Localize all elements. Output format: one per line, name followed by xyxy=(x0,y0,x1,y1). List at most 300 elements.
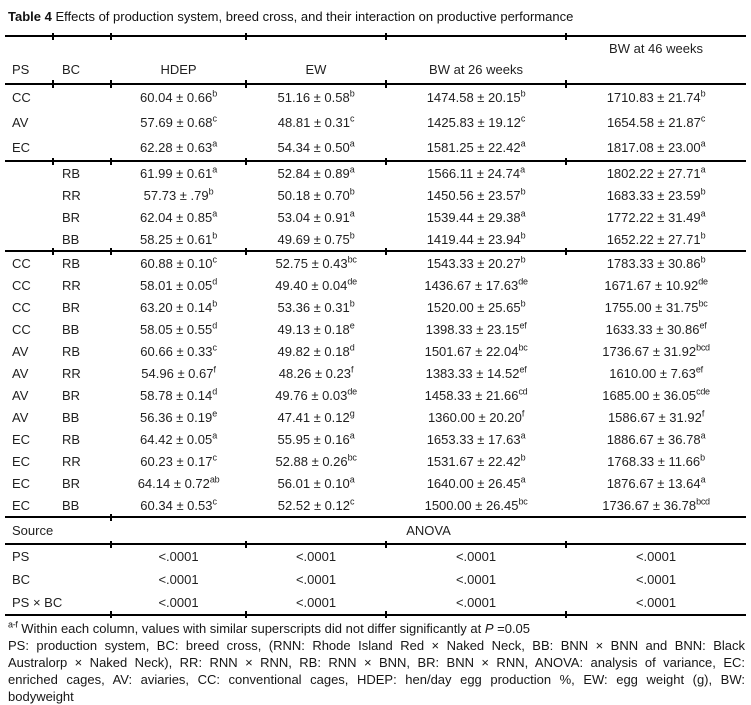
value-superscript: a xyxy=(520,164,525,175)
header-row xyxy=(5,36,746,84)
p-value-cell: <.0001 xyxy=(295,572,337,587)
value-cell xyxy=(111,84,246,110)
value-superscript: d xyxy=(212,320,217,331)
value-text: 1458.33 ± 21.66 xyxy=(424,387,519,403)
value-cell xyxy=(111,472,246,494)
value-text: 1653.33 ± 17.63 xyxy=(426,431,521,447)
value-text: 1640.00 ± 26.45 xyxy=(426,475,521,491)
value-cell xyxy=(246,274,386,296)
footnote-line: Australorp × Naked Neck), RR: RNN × RNN, RB: RNN × BNN, BR: BNN × RNN, ANOVA: analysis of variance, EC: xyxy=(8,655,745,670)
p-value-cell: <.0001 xyxy=(455,572,497,587)
ps-cell: EC xyxy=(12,431,31,447)
ps-cell: CC xyxy=(5,84,53,110)
value-text: 57.73 ± .79 xyxy=(143,187,209,203)
value-cell xyxy=(246,161,386,184)
anova-source-cell: PS × BC xyxy=(5,591,111,615)
value-superscript: b xyxy=(520,452,526,463)
value-text: 1876.67 ± 13.64 xyxy=(606,475,701,491)
bc-cell: RR xyxy=(62,277,81,293)
value-superscript: a xyxy=(700,474,706,485)
bc-cell: BR xyxy=(62,475,81,491)
value-cell xyxy=(111,428,246,450)
ps-cell: CC xyxy=(12,277,31,293)
value-superscript: cde xyxy=(696,386,710,397)
value-superscript: de xyxy=(518,276,528,287)
bc-cell: RB xyxy=(62,431,81,447)
value-superscript: d xyxy=(349,342,355,353)
anova-row xyxy=(5,591,746,615)
table-row xyxy=(5,384,746,406)
ps-cell xyxy=(5,206,53,228)
value-text: 1501.67 ± 22.04 xyxy=(424,343,519,359)
value-cell xyxy=(111,110,246,135)
value-cell xyxy=(566,84,746,110)
value-text: 49.13 ± 0.18 xyxy=(277,321,350,337)
value-cell xyxy=(111,362,246,384)
table-row xyxy=(5,296,746,318)
value-cell xyxy=(386,296,566,318)
ps-cell: AV xyxy=(12,409,29,425)
value-cell xyxy=(386,428,566,450)
value-superscript: b xyxy=(700,254,706,265)
value-text: 1736.67 ± 36.78 xyxy=(602,497,697,513)
value-superscript: b xyxy=(520,88,526,99)
value-cell xyxy=(246,84,386,110)
value-cell xyxy=(246,494,386,517)
value-text: 1566.11 ± 24.74 xyxy=(427,165,521,181)
value-text: 1783.33 ± 30.86 xyxy=(606,255,701,271)
value-text: 61.99 ± 0.61 xyxy=(140,165,213,181)
value-superscript: de xyxy=(347,276,357,287)
footnote-line: bodyweight xyxy=(8,689,74,704)
value-cell xyxy=(246,110,386,135)
value-text: 1685.00 ± 36.05 xyxy=(602,387,697,403)
value-text: 56.36 ± 0.19 xyxy=(140,409,213,425)
value-superscript: b xyxy=(349,230,355,241)
bc-cell: BR xyxy=(62,209,81,225)
value-text: 49.40 ± 0.04 xyxy=(275,277,348,293)
value-superscript: b xyxy=(212,298,217,309)
bc-cell: BB xyxy=(62,231,80,247)
value-cell xyxy=(386,494,566,517)
value-cell xyxy=(111,228,246,251)
ps-cell: CC xyxy=(5,251,53,274)
value-superscript: ef xyxy=(699,320,707,331)
value-text: 60.88 ± 0.10 xyxy=(140,255,213,271)
value-superscript: de xyxy=(698,276,708,287)
value-cell xyxy=(386,251,566,274)
value-superscript: b xyxy=(349,298,355,309)
value-cell xyxy=(246,206,386,228)
value-superscript: b xyxy=(520,230,526,241)
value-cell xyxy=(386,340,566,362)
p-value-cell: <.0001 xyxy=(386,544,566,568)
value-cell xyxy=(111,318,246,340)
value-text: 49.82 ± 0.18 xyxy=(277,343,350,359)
ps-cell: CC xyxy=(12,321,31,337)
value-text: 1886.67 ± 36.78 xyxy=(606,431,701,447)
footnote-abbreviations xyxy=(8,637,745,705)
value-cell xyxy=(111,161,246,184)
value-superscript: a xyxy=(212,164,217,175)
value-text: 64.42 ± 0.05 xyxy=(140,431,213,447)
value-cell xyxy=(386,206,566,228)
value-text: 62.04 ± 0.85 xyxy=(140,209,213,225)
value-superscript: a xyxy=(700,430,706,441)
bc-cell: BB xyxy=(62,409,80,425)
ps-cell: AV xyxy=(12,387,29,403)
value-text: 1654.58 ± 21.87 xyxy=(606,115,701,130)
anova-source-row xyxy=(5,517,746,544)
value-superscript: bcd xyxy=(696,342,710,353)
bc-cell: RR xyxy=(62,365,81,381)
value-text: 56.01 ± 0.10 xyxy=(277,475,350,491)
value-cell xyxy=(566,406,746,428)
bc-cell xyxy=(53,84,111,110)
value-text: 53.04 ± 0.91 xyxy=(277,209,350,225)
value-cell xyxy=(246,384,386,406)
value-superscript: a xyxy=(520,138,526,149)
value-cell xyxy=(566,384,746,406)
value-text: 1360.00 ± 20.20 xyxy=(427,409,522,425)
value-superscript: a xyxy=(520,474,526,485)
value-cell xyxy=(386,184,566,206)
table-row xyxy=(5,228,746,251)
value-superscript: a xyxy=(700,138,706,149)
value-text: 1398.33 ± 23.15 xyxy=(425,321,520,337)
value-text: 1436.67 ± 17.63 xyxy=(424,277,519,293)
value-cell xyxy=(386,84,566,110)
ps-cell: AV xyxy=(12,115,29,130)
value-superscript: a xyxy=(212,208,217,219)
bc-cell: BB xyxy=(62,497,80,513)
value-superscript: c xyxy=(212,496,217,507)
value-superscript: c xyxy=(212,254,217,265)
value-text: 58.25 ± 0.61 xyxy=(140,231,213,247)
bc-cell: RR xyxy=(62,453,81,469)
value-text: 55.95 ± 0.16 xyxy=(277,431,350,447)
value-cell xyxy=(111,206,246,228)
value-text: 1419.44 ± 23.94 xyxy=(426,231,521,247)
value-cell xyxy=(566,428,746,450)
value-text: 58.78 ± 0.14 xyxy=(140,387,213,403)
table-row xyxy=(5,472,746,494)
bc-cell: RB xyxy=(53,161,111,184)
value-cell xyxy=(566,135,746,161)
value-superscript: ef xyxy=(519,364,527,375)
footnote-p-value: =0.05 xyxy=(493,621,531,636)
value-cell xyxy=(566,296,746,318)
value-cell xyxy=(246,228,386,251)
bc-cell: RB xyxy=(53,251,111,274)
bc-cell: RB xyxy=(62,343,81,359)
p-value-cell: <.0001 xyxy=(635,572,677,587)
value-text: 52.52 ± 0.12 xyxy=(277,497,350,513)
value-cell xyxy=(566,274,746,296)
value-superscript: b xyxy=(212,230,217,241)
value-text: 1633.33 ± 30.86 xyxy=(605,321,700,337)
col-header-bw46: BW at 46 weeks xyxy=(566,36,746,84)
value-text: 60.34 ± 0.53 xyxy=(140,497,213,513)
value-text: 52.88 ± 0.26 xyxy=(275,453,348,469)
p-value-cell: <.0001 xyxy=(246,591,386,615)
anova-row xyxy=(5,568,746,591)
anova-source-cell: PS xyxy=(5,544,111,568)
value-superscript: e xyxy=(349,320,355,331)
value-text: 1531.67 ± 22.42 xyxy=(426,453,521,469)
value-text: 1581.25 ± 22.42 xyxy=(426,140,521,155)
footnotes xyxy=(5,616,746,705)
value-text: 1671.67 ± 10.92 xyxy=(604,277,699,293)
value-superscript: b xyxy=(208,186,214,197)
value-cell xyxy=(566,318,746,340)
value-cell xyxy=(111,494,246,517)
value-cell xyxy=(386,472,566,494)
value-superscript: g xyxy=(349,408,355,419)
value-cell xyxy=(566,184,746,206)
ps-cell: AV xyxy=(12,343,29,359)
value-superscript: bc xyxy=(518,496,528,507)
value-superscript: b xyxy=(520,254,526,265)
footnote-p-symbol: P xyxy=(484,621,494,636)
value-cell xyxy=(386,161,566,184)
value-superscript: c xyxy=(350,113,355,124)
col-header-bw26: BW at 26 weeks xyxy=(386,36,566,84)
value-cell xyxy=(111,450,246,472)
value-superscript: bc xyxy=(347,254,357,265)
value-superscript: e xyxy=(212,408,217,419)
value-text: 48.26 ± 0.23 xyxy=(278,365,351,381)
value-text: 57.69 ± 0.68 xyxy=(140,115,213,130)
value-text: 1610.00 ± 7.63 xyxy=(609,365,696,381)
table-row xyxy=(5,251,746,274)
value-cell xyxy=(386,135,566,161)
value-text: 1768.33 ± 11.66 xyxy=(607,453,701,469)
value-superscript: ef xyxy=(519,320,527,331)
value-text: 60.04 ± 0.66 xyxy=(140,90,213,105)
value-text: 1652.22 ± 27.71 xyxy=(606,231,701,247)
value-superscript: a xyxy=(700,164,706,175)
value-cell xyxy=(246,318,386,340)
results-table xyxy=(5,35,746,616)
table-row xyxy=(5,274,746,296)
table-caption-number: Table 4 xyxy=(8,9,52,24)
bc-cell: BB xyxy=(62,321,80,337)
value-cell xyxy=(246,406,386,428)
value-superscript: c xyxy=(212,452,217,463)
value-superscript: a xyxy=(349,164,355,175)
value-cell xyxy=(566,251,746,274)
value-superscript: bc xyxy=(698,298,708,309)
value-cell xyxy=(246,340,386,362)
bc-cell xyxy=(53,135,111,161)
footnote-significance-text: Within each column, values with similar superscripts did not differ significantly at xyxy=(17,621,485,636)
bc-cell xyxy=(53,110,111,135)
footnote-superscript-range: a-f xyxy=(8,619,18,630)
value-text: 1383.33 ± 14.52 xyxy=(425,365,520,381)
ps-cell: EC xyxy=(12,140,31,155)
value-superscript: a xyxy=(520,430,526,441)
value-cell xyxy=(566,161,746,184)
p-value-cell: <.0001 xyxy=(246,544,386,568)
ps-cell: EC xyxy=(12,497,31,513)
value-superscript: f xyxy=(213,364,216,375)
value-superscript: b xyxy=(700,230,706,241)
value-superscript: de xyxy=(347,386,357,397)
table-row xyxy=(5,428,746,450)
value-cell xyxy=(111,184,246,206)
value-text: 54.96 ± 0.67 xyxy=(141,365,214,381)
value-text: 1586.67 ± 31.92 xyxy=(607,409,702,425)
value-superscript: cd xyxy=(518,386,528,397)
value-text: 1543.33 ± 20.27 xyxy=(426,255,521,271)
value-text: 1425.83 ± 19.12 xyxy=(426,115,521,130)
col-header-ps: PS xyxy=(5,36,53,84)
value-cell xyxy=(386,318,566,340)
value-cell xyxy=(386,274,566,296)
table-row xyxy=(5,110,746,135)
ps-cell xyxy=(5,184,53,206)
value-text: 1450.56 ± 23.57 xyxy=(426,187,521,203)
p-value-cell: <.0001 xyxy=(386,591,566,615)
value-cell xyxy=(566,362,746,384)
value-cell xyxy=(386,362,566,384)
value-superscript: b xyxy=(700,452,705,463)
anova-source-cell: BC xyxy=(12,572,31,587)
value-superscript: a xyxy=(349,474,355,485)
value-cell xyxy=(111,406,246,428)
value-superscript: a xyxy=(349,430,355,441)
value-superscript: c xyxy=(520,113,526,124)
value-superscript: d xyxy=(212,276,217,287)
table-caption-text: Effects of production system, breed cross, and their interaction on productive performance xyxy=(51,9,574,24)
value-cell xyxy=(386,228,566,251)
value-superscript: b xyxy=(700,88,706,99)
value-cell xyxy=(246,428,386,450)
value-cell xyxy=(111,274,246,296)
table-row xyxy=(5,206,746,228)
value-text: 50.18 ± 0.70 xyxy=(277,187,350,203)
value-cell xyxy=(246,184,386,206)
value-text: 49.69 ± 0.75 xyxy=(277,231,350,247)
col-header-bc: BC xyxy=(53,36,111,84)
value-cell xyxy=(386,450,566,472)
value-superscript: a xyxy=(349,138,355,149)
value-superscript: bc xyxy=(518,342,528,353)
value-cell xyxy=(566,450,746,472)
p-value-cell: <.0001 xyxy=(566,591,746,615)
value-cell xyxy=(386,406,566,428)
value-text: 1539.44 ± 29.38 xyxy=(426,209,521,225)
value-cell xyxy=(566,206,746,228)
value-superscript: b xyxy=(212,88,217,99)
anova-row xyxy=(5,544,746,568)
value-cell xyxy=(566,494,746,517)
table-row xyxy=(5,494,746,517)
ps-cell: CC xyxy=(12,299,31,315)
value-cell xyxy=(566,340,746,362)
bc-cell: BR xyxy=(62,387,81,403)
value-text: 1736.67 ± 31.92 xyxy=(602,343,697,359)
table-body xyxy=(5,84,746,615)
value-text: 47.41 ± 0.12 xyxy=(277,409,350,425)
value-cell xyxy=(246,296,386,318)
value-superscript: bcd xyxy=(696,496,710,507)
value-superscript: c xyxy=(212,342,217,353)
ps-cell xyxy=(5,161,53,184)
value-superscript: b xyxy=(700,186,706,197)
value-text: 52.84 ± 0.89 xyxy=(277,165,350,181)
value-cell xyxy=(566,110,746,135)
anova-label-cell: ANOVA xyxy=(111,517,746,544)
value-text: 1772.22 ± 31.49 xyxy=(606,209,701,225)
value-cell xyxy=(566,472,746,494)
value-text: 1474.58 ± 20.15 xyxy=(426,90,521,105)
value-cell xyxy=(246,362,386,384)
table-caption xyxy=(5,6,746,35)
value-superscript: a xyxy=(349,208,355,219)
value-superscript: ab xyxy=(209,474,220,485)
value-cell xyxy=(386,110,566,135)
value-text: 1817.08 ± 23.00 xyxy=(606,140,701,155)
value-cell xyxy=(246,251,386,274)
value-superscript: f xyxy=(351,364,354,375)
value-text: 51.16 ± 0.58 xyxy=(277,90,350,105)
ps-cell xyxy=(5,228,53,251)
ps-cell: EC xyxy=(12,453,31,469)
value-text: 49.76 ± 0.03 xyxy=(275,387,348,403)
value-text: 1500.00 ± 26.45 xyxy=(424,497,519,513)
value-superscript: a xyxy=(212,138,217,149)
source-label-cell: Source xyxy=(5,517,111,544)
value-cell xyxy=(111,135,246,161)
table-row xyxy=(5,406,746,428)
value-text: 54.34 ± 0.50 xyxy=(277,140,350,155)
value-text: 1710.83 ± 21.74 xyxy=(606,90,701,105)
value-text: 58.05 ± 0.55 xyxy=(140,321,213,337)
value-text: 52.75 ± 0.43 xyxy=(275,255,348,271)
value-text: 63.20 ± 0.14 xyxy=(140,299,213,315)
value-cell xyxy=(111,296,246,318)
value-cell xyxy=(246,472,386,494)
value-text: 1802.22 ± 27.71 xyxy=(606,165,701,181)
p-value-cell: <.0001 xyxy=(111,591,246,615)
table-row xyxy=(5,184,746,206)
footnote-line: PS: production system, BC: breed cross, (RNN: Rhode Island Red × Naked Neck, BB: BNN × BNN and BNN: Black xyxy=(8,638,745,653)
value-text: 1683.33 ± 23.59 xyxy=(606,187,701,203)
value-superscript: b xyxy=(520,298,526,309)
value-superscript: b xyxy=(349,88,355,99)
value-cell xyxy=(246,135,386,161)
value-superscript: c xyxy=(350,496,355,507)
value-text: 1520.00 ± 25.65 xyxy=(426,299,521,315)
ps-cell: AV xyxy=(12,365,29,381)
value-superscript: bc xyxy=(347,452,357,463)
value-superscript: c xyxy=(212,113,217,124)
value-superscript: f xyxy=(701,408,705,419)
col-header-hdep: HDEP xyxy=(111,36,246,84)
p-value-cell: <.0001 xyxy=(566,544,746,568)
value-text: 1755.00 ± 31.75 xyxy=(604,299,699,315)
value-superscript: a xyxy=(520,208,526,219)
bc-cell: BR xyxy=(62,299,81,315)
value-text: 60.66 ± 0.33 xyxy=(140,343,213,359)
value-superscript: b xyxy=(520,186,526,197)
value-cell xyxy=(246,450,386,472)
table-row xyxy=(5,450,746,472)
value-superscript: a xyxy=(700,208,706,219)
p-value-cell: <.0001 xyxy=(158,572,199,587)
